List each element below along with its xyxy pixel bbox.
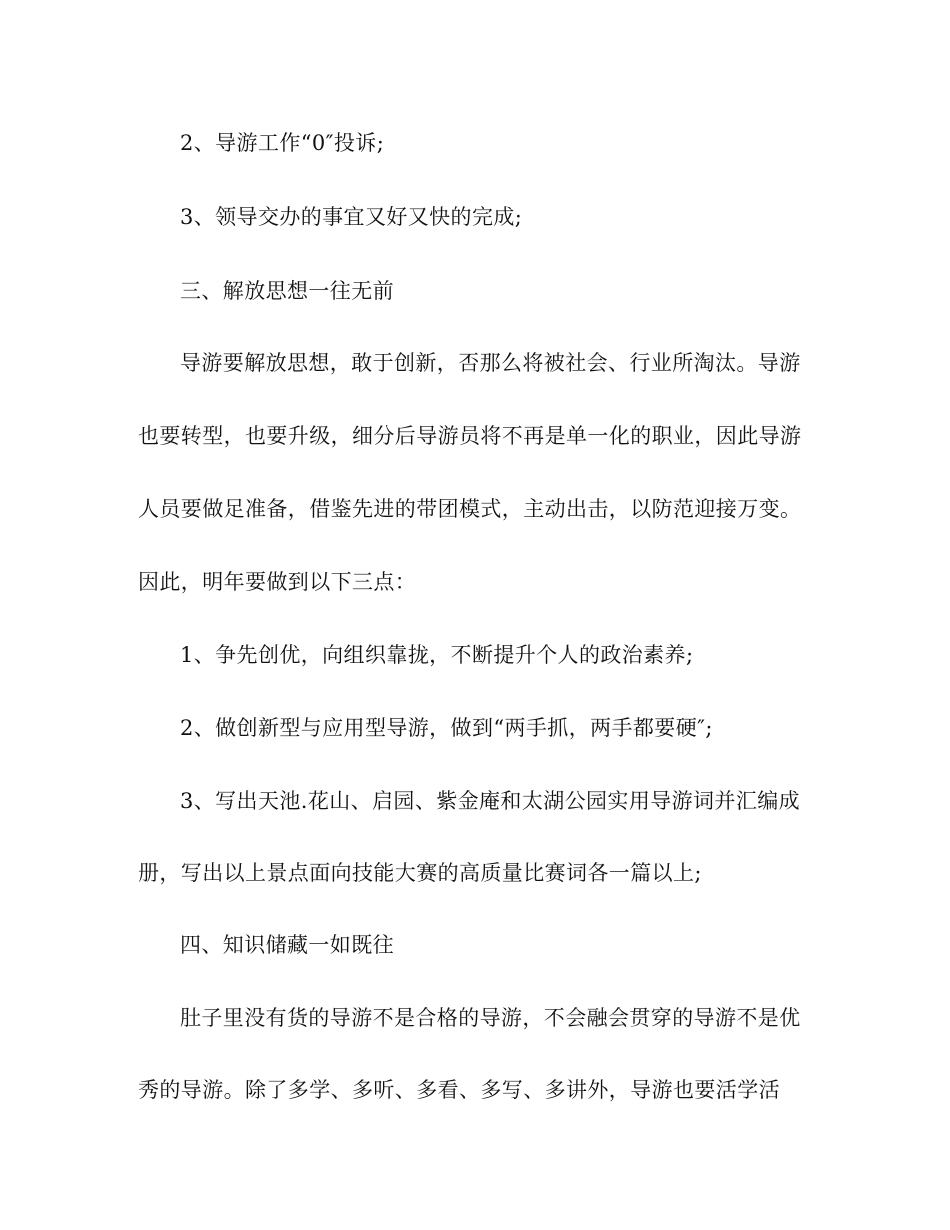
paragraph-line: 秀的导游。除了多学、多听、多看、多写、多讲外，导游也要活学活: [138, 1078, 780, 1102]
paragraph-line: 也要转型，也要升级，细分后导游员将不再是单一化的职业，因此导游: [138, 424, 802, 448]
list-item-plan-2: 2、做创新型与应用型导游，做到“两手抓，两手都要硬″;: [180, 716, 713, 740]
section-heading-3: 三、解放思想一往无前: [180, 279, 394, 303]
paragraph-line: 人员要做足准备，借鉴先进的带团模式，主动出击，以防范迎接万变。: [138, 497, 802, 521]
paragraph-line: 因此，明年要做到以下三点：: [138, 570, 417, 594]
paragraph-line: 肚子里没有货的导游不是合格的导游，不会融会贯穿的导游不是优: [180, 1006, 801, 1030]
list-item-target-2: 2、导游工作“0″投诉;: [180, 131, 385, 155]
paragraph-line: 导游要解放思想，敢于创新，否那么将被社会、行业所淘汰。导游: [180, 351, 801, 375]
list-item-plan-3-continued: 册，写出以上景点面向技能大赛的高质量比赛词各一篇以上;: [138, 861, 702, 885]
list-item-plan-1: 1、争先创优，向组织靠拢，不断提升个人的政治素养;: [180, 643, 694, 667]
section-heading-4: 四、知识储藏一如既往: [180, 933, 394, 957]
list-item-target-3: 3、领导交办的事宜又好又快的完成;: [180, 205, 523, 229]
list-item-plan-3: 3、写出天池.花山、启园、紫金庵和太湖公园实用导游词并汇编成: [180, 789, 801, 813]
